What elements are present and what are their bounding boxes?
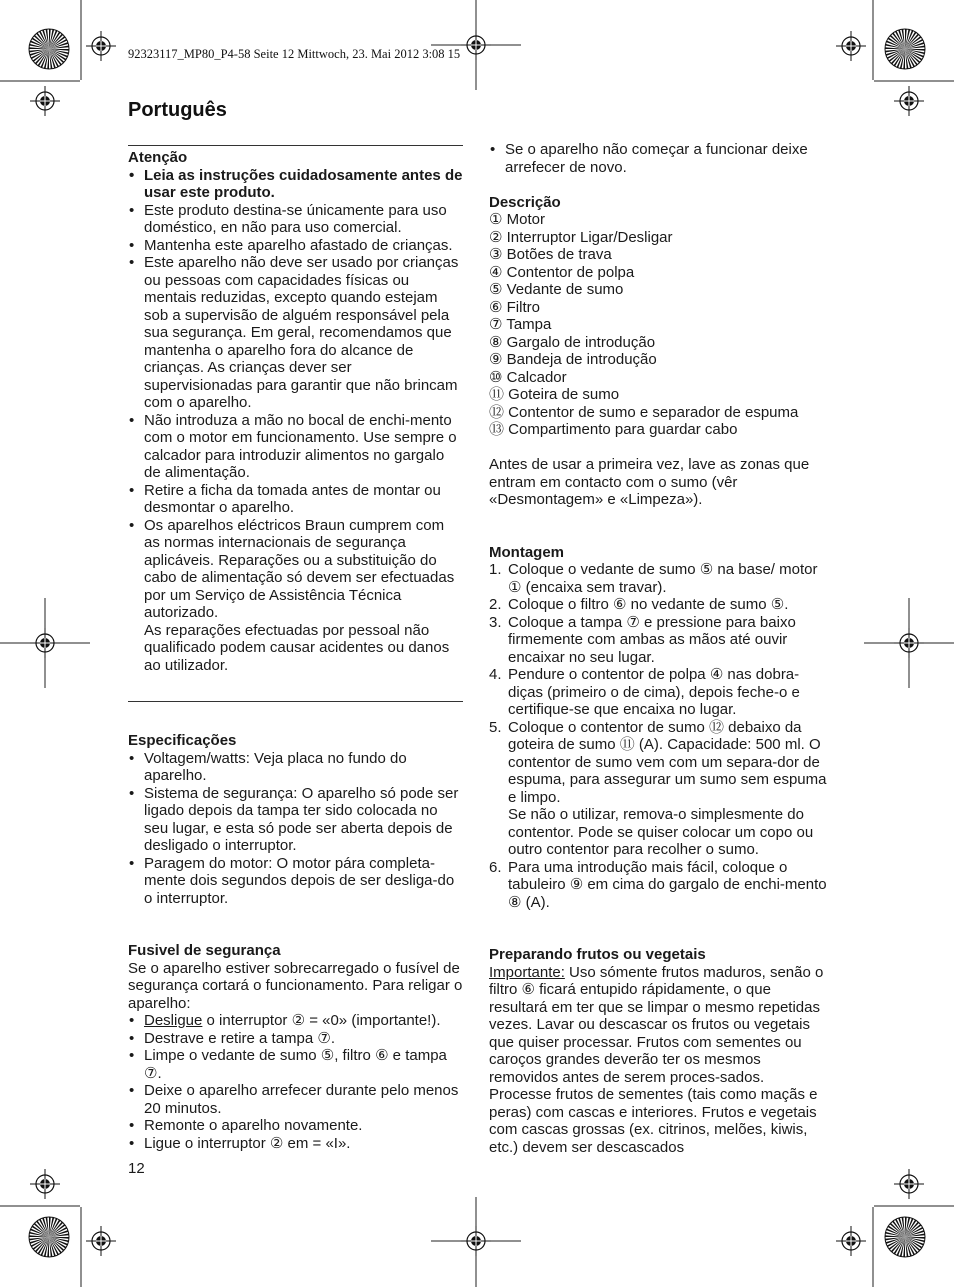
- list-item: • Os aparelhos eléctricos Braun cumprem com as normas internacionais de segurança aplicáveis. Reparações ou a substituição do cabo de alimentação só devem ser efectuadas por um Serviço de Assistência Técnica autorizado.: [128, 517, 464, 622]
- list-item: • Ligue o interruptor ② em = «I».: [128, 1135, 464, 1153]
- list-item: • Mantenha este aparelho afastado de crianças.: [128, 237, 464, 255]
- registration-mark: [30, 1169, 60, 1199]
- step-note: Se não o utilizar, remova-o simplesmente do contentor. Pode se quiser colocar um copo ou outro contentor para recolher o sumo.: [508, 806, 814, 858]
- print-slug: 92323117_MP80_P4-58 Seite 12 Mittwoch, 23. Mai 2012 3:08 15: [128, 47, 461, 61]
- list-item: • Este produto destina-se únicamente para uso doméstico, en não para uso comercial.: [128, 202, 464, 237]
- registration-mark: [836, 1226, 866, 1256]
- especificacoes-heading: Especificações: [128, 732, 237, 749]
- registration-mark: [894, 1169, 924, 1199]
- step-text: Coloque o vedante de sumo ⑤ na base/ motor ① (encaixa sem travar).: [508, 561, 818, 596]
- section-rule-bottom: [128, 701, 463, 702]
- starburst-mark: [885, 29, 925, 69]
- list-item: ② Interruptor Ligar/Desligar: [489, 228, 673, 246]
- step-text: Coloque o contentor de sumo ⑫ debaixo da goteira de sumo ⑪ (A). Capacidade: 500 ml. O contentor de sumo vem com um separa-dor de espuma, para assegurar um sumo sem espuma e limpo.: [508, 718, 827, 806]
- starburst-mark: [885, 1217, 925, 1257]
- list-item: [128, 1012, 464, 1030]
- list-item: • Não introduza a mão no bocal de enchi-mento com o motor em funcionamento. Use sempre o calcador para introduzir alimentos no gargalo de alimentação.: [128, 412, 464, 482]
- atencao-list: [128, 167, 464, 622]
- list-item: [489, 561, 829, 596]
- list-item: • Leia as instruções cuidadosamente antes de usar este produto.: [128, 167, 464, 202]
- step-text: Para uma introdução mais fácil, coloque o tabuleiro ⑨ em cima do gargalo de enchi-mento ⑧ (A).: [508, 858, 827, 911]
- step-number: 4.: [489, 666, 502, 683]
- step-number: 6.: [489, 858, 502, 876]
- list-item: [489, 859, 829, 912]
- list-item: ⑫ Contentor de sumo e separador de espuma: [489, 403, 799, 421]
- step-number: 1.: [489, 561, 502, 578]
- list-item: • Paragem do motor: O motor pára completa-mente dois segundos depois de ser desliga-do o interruptor.: [128, 855, 464, 908]
- list-item: [489, 614, 829, 667]
- list-item: ⑬ Compartimento para guardar cabo: [489, 421, 738, 438]
- list-item: [489, 719, 829, 859]
- registration-mark: [894, 628, 924, 658]
- registration-mark: [86, 1226, 116, 1256]
- section-rule-top: [128, 145, 463, 146]
- list-item: • Sistema de segurança: O aparelho só pode ser ligado depois da tampa ter sido colocada no seu lugar, e esta só pode ser aberta depois de desligado o interruptor.: [128, 785, 464, 855]
- list-item-text: o interruptor ② = «0» (importante!).: [202, 1012, 441, 1029]
- list-item: ⑧ Gargalo de introdução: [489, 333, 656, 351]
- fusivel-intro: Se o aparelho estiver sobrecarregado o fusível de segurança cortará o funcionamento. Para religar o aparelho:: [128, 959, 463, 1012]
- step-number: 2.: [489, 596, 502, 613]
- list-item: • Voltagem/watts: Veja placa no fundo do aparelho.: [128, 750, 464, 785]
- important-label: Importante:: [489, 963, 565, 981]
- list-item: • Este aparelho não deve ser usado por crianças ou pessoas com capacidades físicas ou mentais reduzidas, excepto quando estejam sob a supervisão de alguém responsável pela sua segurança. Em geral, recomendamos que mantenha o aparelho fora do alcance de crianças. As crianças dever ser supervisionadas para garantir que não brincam com o aparelho.: [128, 254, 464, 412]
- list-item: • Destrave e retire a tampa ⑦.: [128, 1030, 464, 1048]
- registration-mark: [30, 86, 60, 116]
- preparando-text: Uso sómente frutos maduros, senão o filtro ⑥ ficará entupido rápidamente, o que resultará em ter que se limpar o mesmo repetidas vezes. Lavar ou descascar os frutos ou vegetais que quiser processar. Frutos com sementes ou caroços grandes deverão ter os mesmos removidos antes de serem proces-sados. Processe frutos de sementes (tais como maçãs e peras) com cascas e interiores. Frutos e vegetais com cascas grossas (ex. citrinos, melões, kiwis, etc.) devem ser descascados: [489, 963, 824, 1156]
- step-text: Coloque a tampa ⑦ e pressione para baixo firmemente com ambas as mãos até ouvir encaixar no seu lugar.: [508, 613, 796, 666]
- list-item: ③ Botões de trava: [489, 246, 612, 263]
- step-text: Pendure o contentor de polpa ④ nas dobra-diças (primeiro o de cima), depois feche-o e certifique-se que encaixa no lugar.: [508, 666, 800, 718]
- registration-mark: [86, 31, 116, 61]
- especificacoes-list: [128, 750, 464, 908]
- list-item: [489, 596, 829, 614]
- left-column: [128, 149, 464, 674]
- antes-paragraph: Antes de usar a primeira vez, lave as zonas que entram em contacto com o sumo (vêr «Desmontagem» e «Limpeza»).: [489, 456, 810, 508]
- step-number: 3.: [489, 613, 502, 631]
- registration-mark: [894, 86, 924, 116]
- list-item: • Deixe o aparelho arrefecer durante pelo menos 20 minutos.: [128, 1082, 464, 1117]
- list-item: ⑩ Calcador: [489, 368, 567, 386]
- list-item: [489, 666, 829, 719]
- starburst-mark: [29, 1217, 69, 1257]
- preparando-heading: Preparando frutos ou vegetais: [489, 946, 706, 963]
- fusivel-list: [128, 1012, 464, 1152]
- registration-mark: [836, 31, 866, 61]
- preparando-paragraph: [489, 964, 829, 1157]
- list-item: ⑥ Filtro: [489, 298, 540, 316]
- montagem-steps: [489, 561, 829, 911]
- list-item: ⑪ Goteira de sumo: [489, 386, 620, 403]
- list-item: • Remonte o aparelho novamente.: [128, 1117, 464, 1135]
- list-item: ① Motor: [489, 211, 545, 228]
- left-column-lower: [128, 732, 464, 1152]
- fusivel-heading: Fusivel de segurança: [128, 942, 281, 959]
- list-item: ⑦ Tampa: [489, 316, 552, 333]
- step-text: Coloque o filtro ⑥ no vedante de sumo ⑤.: [508, 596, 789, 613]
- descricao-list: [489, 211, 829, 439]
- list-item: • Se o aparelho não começar a funcionar deixe arrefecer de novo.: [489, 141, 829, 176]
- starburst-mark: [29, 29, 69, 69]
- registration-mark: [461, 1226, 491, 1256]
- list-item: ④ Contentor de polpa: [489, 263, 635, 281]
- underlined-term: Desligue: [144, 1012, 203, 1029]
- atencao-heading: Atenção: [128, 149, 188, 166]
- list-item: • Limpe o vedante de sumo ⑤, filtro ⑥ e tampa ⑦.: [128, 1047, 464, 1082]
- continued-list: [489, 141, 829, 176]
- right-column: [489, 141, 829, 1156]
- list-item: ⑨ Bandeja de introdução: [489, 351, 657, 368]
- atencao-note: As reparações efectuadas por pessoal não qualificado podem causar acidentes ou danos ao utilizador.: [144, 621, 450, 674]
- list-item: ⑤ Vedante de sumo: [489, 281, 624, 298]
- montagem-heading: Montagem: [489, 543, 564, 561]
- descricao-heading: Descrição: [489, 193, 561, 211]
- registration-mark: [30, 628, 60, 658]
- page-number: 12: [128, 1160, 145, 1177]
- list-item: • Retire a ficha da tomada antes de montar ou desmontar o aparelho.: [128, 482, 464, 517]
- step-number: 5.: [489, 718, 502, 736]
- page-title: Português: [128, 99, 227, 121]
- registration-mark: [461, 30, 491, 60]
